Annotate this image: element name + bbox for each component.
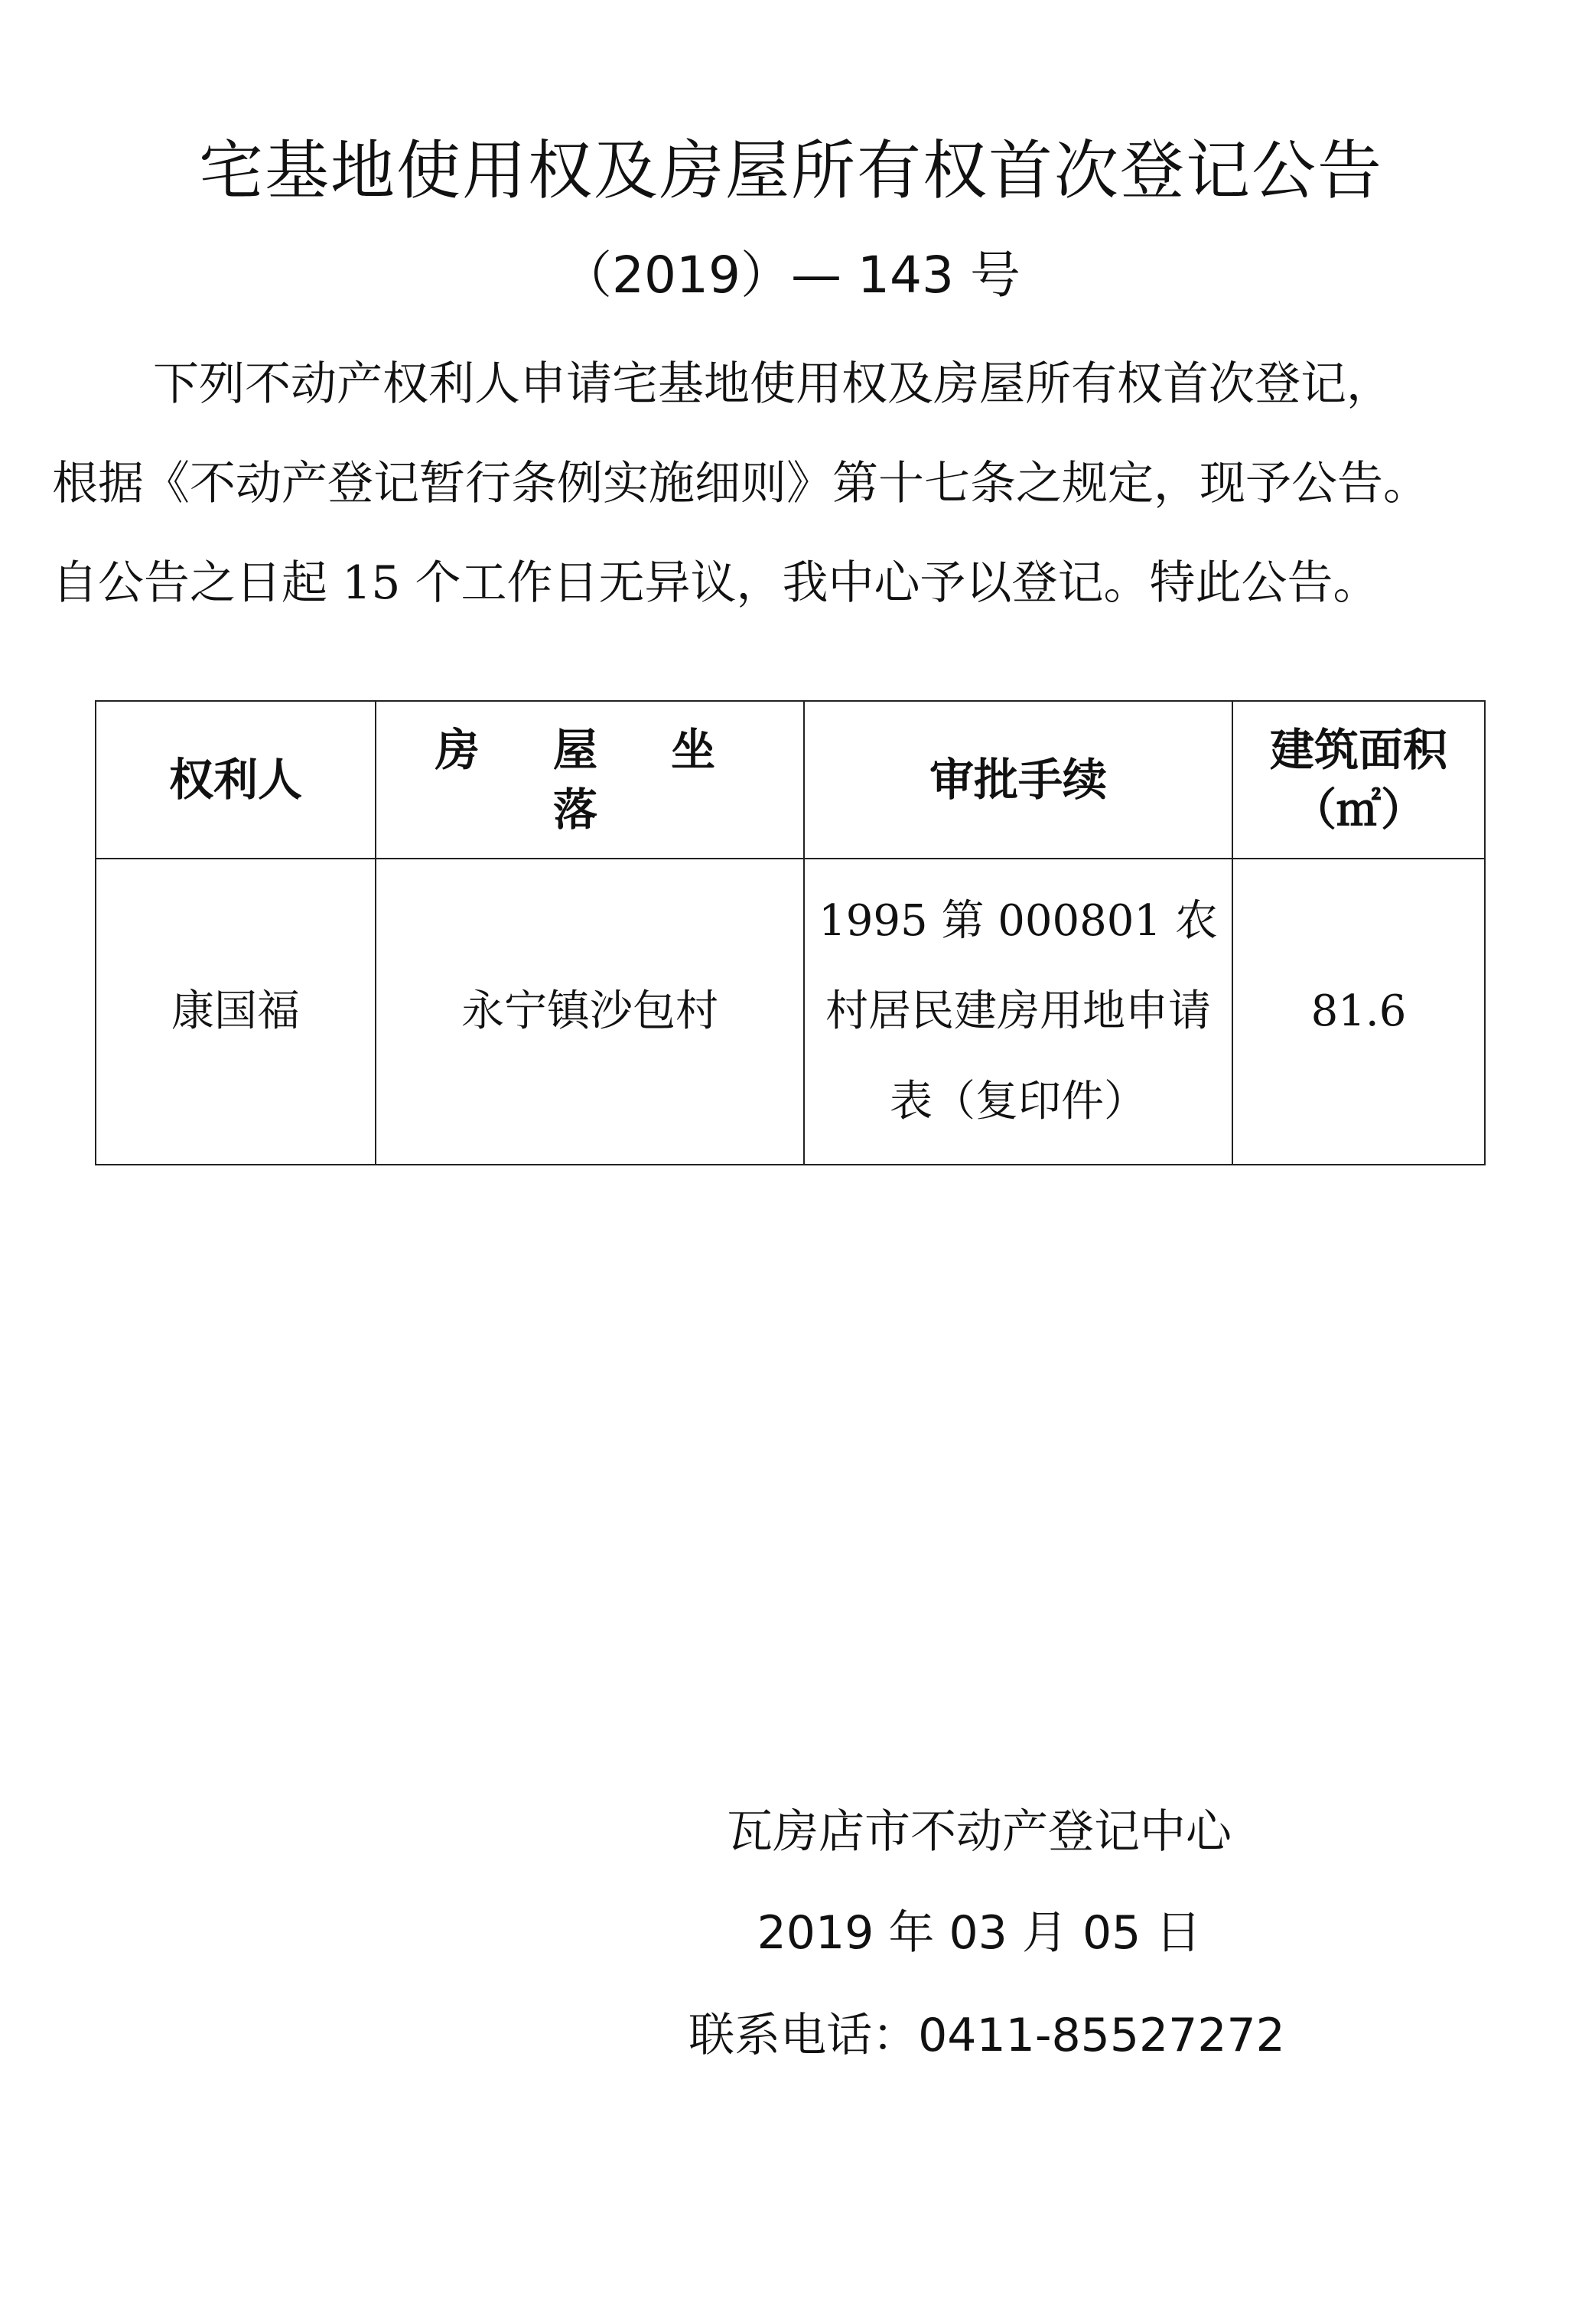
cell-area: 81.6 (1232, 859, 1485, 1165)
cell-holder: 康国福 (96, 859, 376, 1165)
header-approval: 审批手续 (804, 701, 1232, 859)
cell-location: 永宁镇沙包村 (376, 859, 804, 1165)
issue-date: 2019 年 03 月 05 日 (757, 1906, 1202, 1960)
notice-body-line-1: 下列不动产权利人申请宅基地使用权及房屋所有权首次登记， (153, 357, 1392, 411)
table-row (96, 859, 1485, 1165)
contact-phone: 联系电话：0411-85527272 (688, 2009, 1285, 2062)
header-holder: 权利人 (96, 701, 376, 859)
issuing-organization: 瓦房店市不动产登记中心 (727, 1805, 1232, 1859)
notice-number: （2019）— 143 号 (562, 246, 1020, 305)
table-header-row (96, 701, 1485, 859)
notice-body-line-3: 自公告之日起 15 个工作日无异议，我中心予以登记。特此公告。 (52, 556, 1379, 610)
registration-table (95, 700, 1486, 1165)
header-area: 建筑面积（㎡） (1232, 701, 1485, 859)
cell-approval: 1995 第 000801 农村居民建房用地申请表（复印件） (804, 859, 1232, 1165)
header-location: 房 屋 坐 落 (376, 701, 804, 859)
notice-title: 宅基地使用权及房屋所有权首次登记公告 (198, 133, 1383, 208)
notice-body-line-2: 根据《不动产登记暂行条例实施细则》第十七条之规定，现予公告。 (52, 457, 1429, 510)
